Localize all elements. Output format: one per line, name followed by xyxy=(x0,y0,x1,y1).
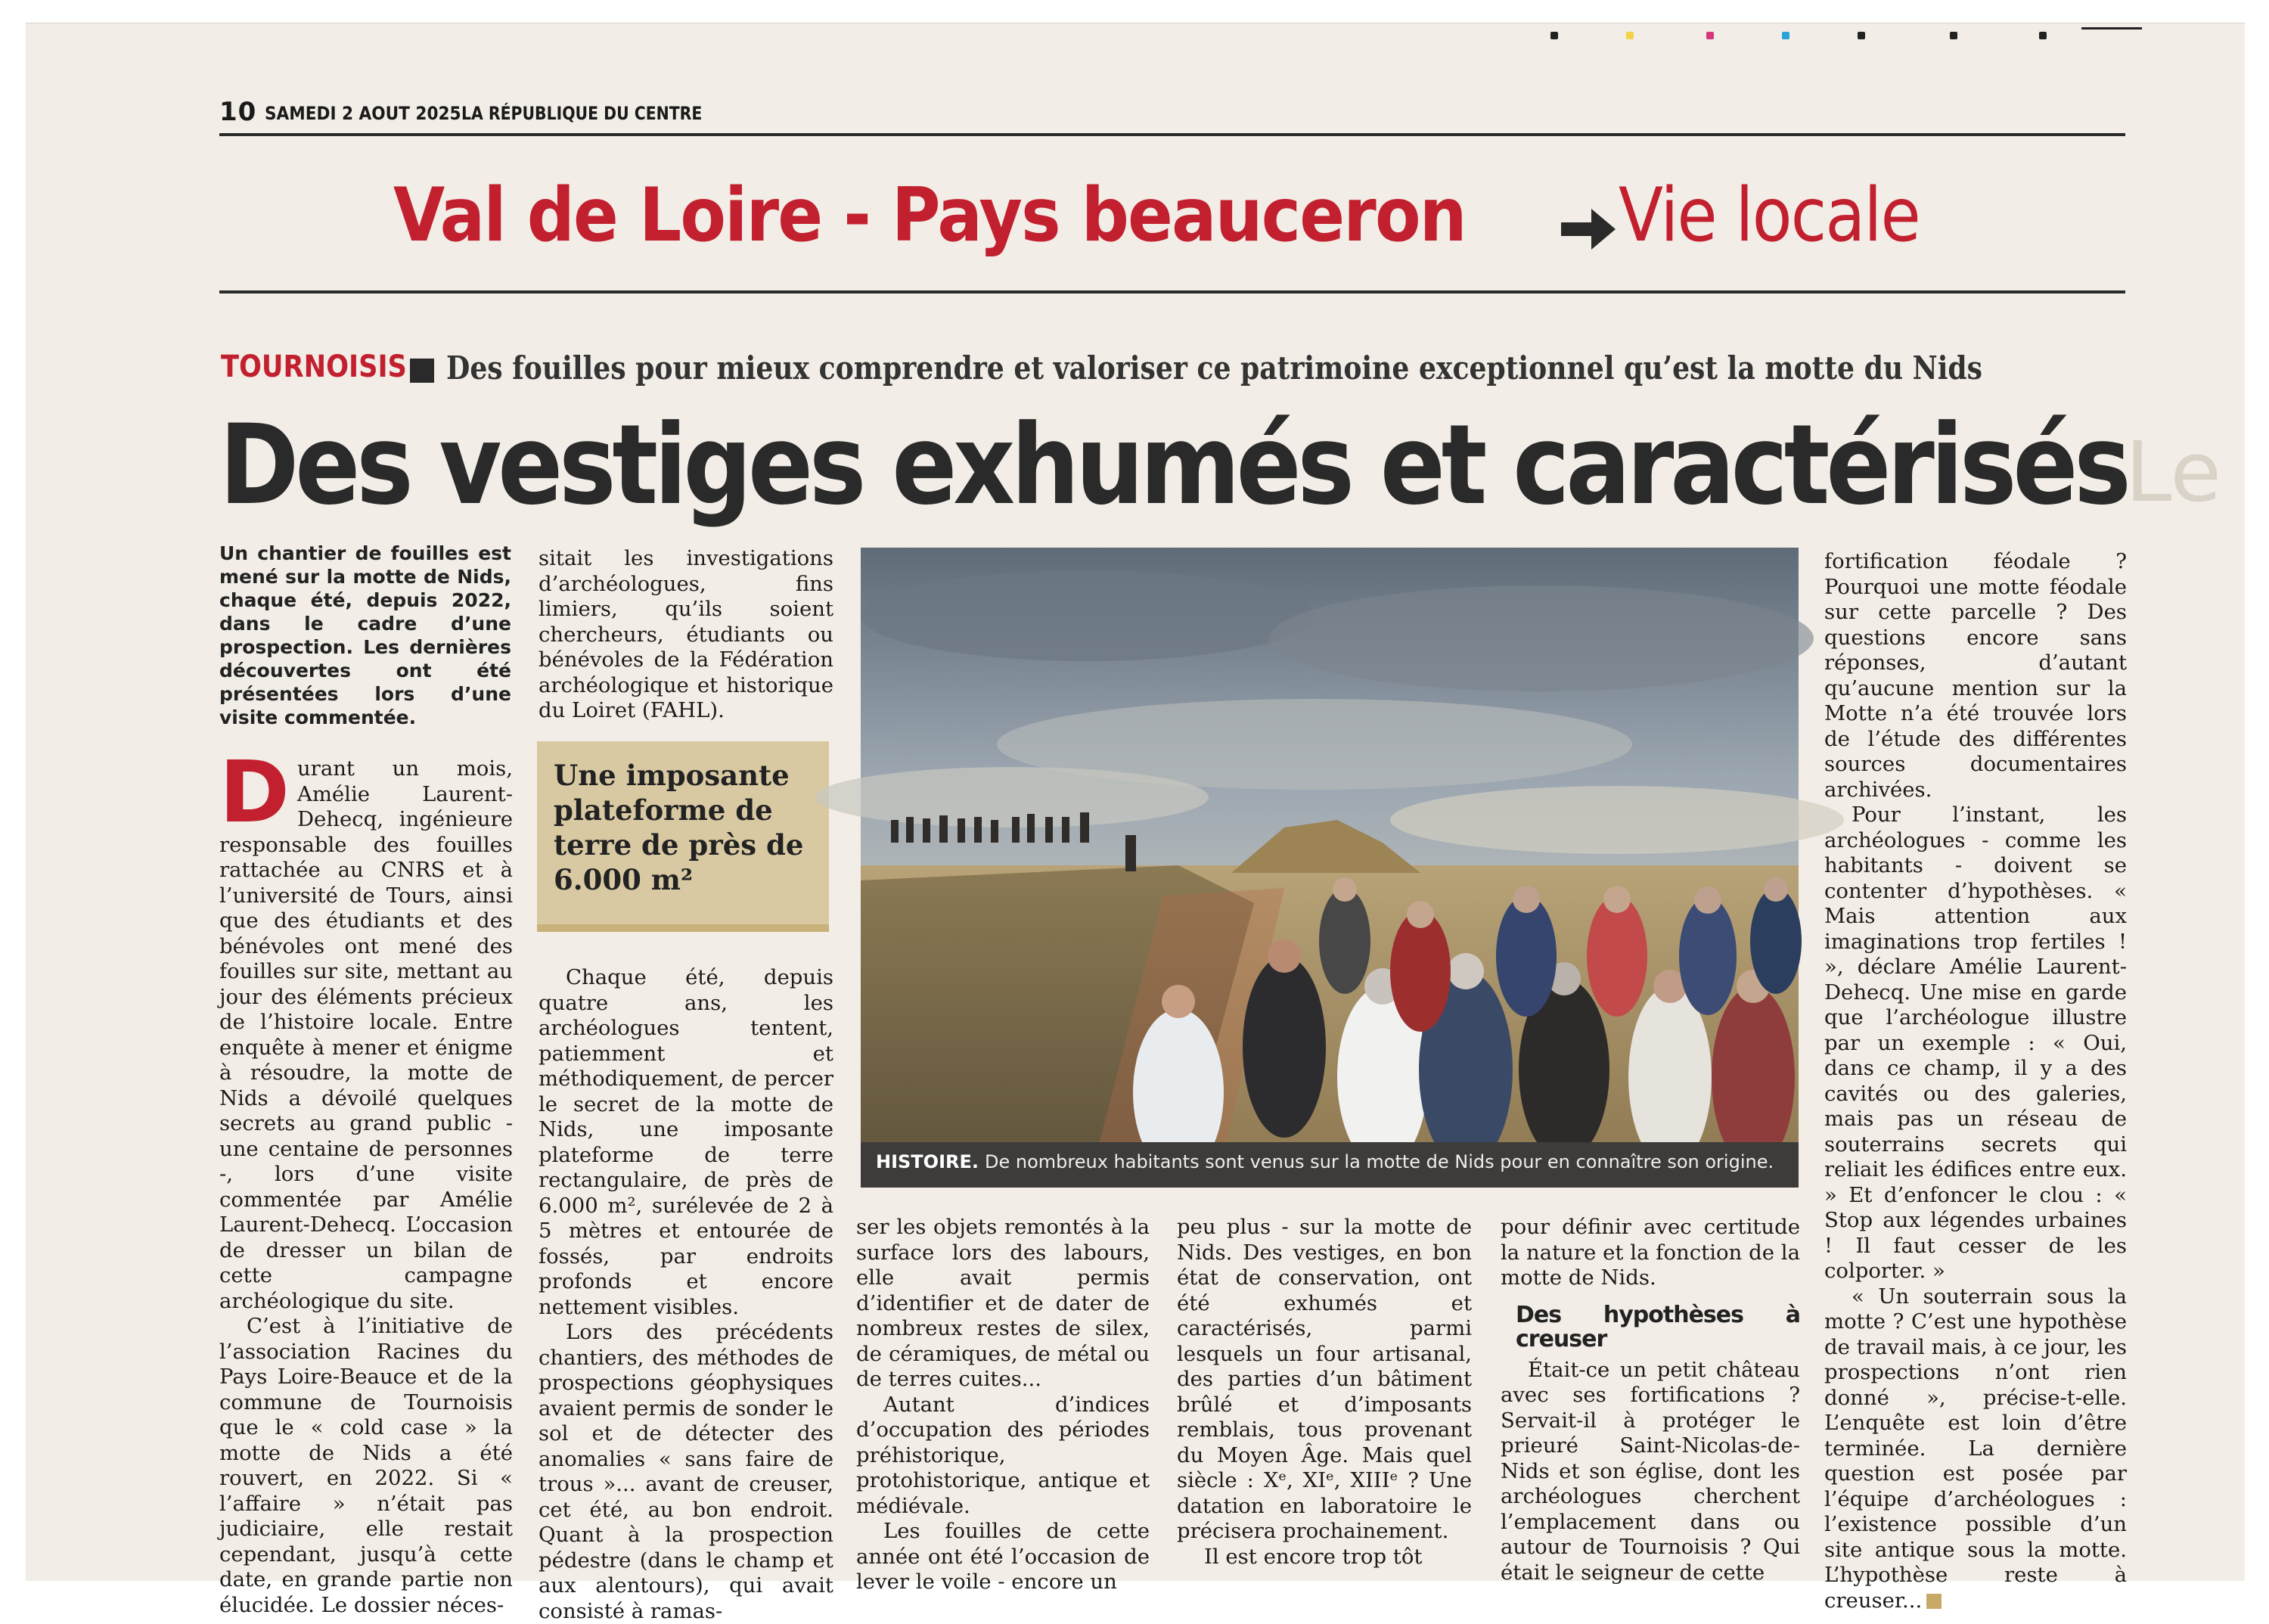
end-mark-icon xyxy=(1926,1594,1942,1609)
paragraph xyxy=(1824,1284,2127,1614)
registration-mark-black-3 xyxy=(1950,32,1957,39)
headline: Des vestiges exhumés et caractérisés xyxy=(219,401,2128,529)
registration-mark-magenta xyxy=(1706,32,1714,39)
section-rule xyxy=(219,290,2125,293)
article-lead: Un chantier de fouilles est mené sur la motte de Nids, chaque été, depuis 2022, dans le cadre d’une prospection. Les dernières découvertes ont été présentées lors d’une visite commentée. xyxy=(219,542,511,728)
paragraph: peu plus - sur la motte de Nids. Des vestiges, en bon état de conservation, ont été exhumés et caractérisés, parmi lesquels un four artisanal, des parties d’un bâtiment brûlé et d’imposants remblais, tous provenant du Moyen Âge. Mais quel siècle : Xᵉ, XIᵉ, XIIIᵉ ? Une datation en laboratoire le précisera prochainement. xyxy=(1177,1215,1472,1543)
scan-margin xyxy=(2245,23,2269,1581)
kicker-place: TOURNOISIS xyxy=(221,349,407,384)
paragraph: Chaque été, depuis quatre ans, les archéologues tentent, patiemment et méthodiquement, de percer le secret de la motte de Nids, une imposante plateforme de terre rectangulaire, de près de 6.000 m², surélevée de 2 à 5 mètres et entourée de fossés, par endroits profonds et encore nettement visibles. xyxy=(539,965,833,1319)
paragraph-text: urant un mois, Amélie Laurent-Dehecq, ingénieure responsable des fouilles rattachée au CNRS et à l’université de Tours, ainsi que des étudiants et des bénévoles ont mené des fouilles sur site, mettant au jour des éléments précieux de l’histoire locale. Entre enquête à mener et énigme à résoudre, la motte de Nids a dévoilé quelques secrets au grand public - une centaine de personnes -, lors d’une visite commentée par Amélie Laurent-Dehecq. L’occasion de dresser un bilan de cette campagne archéologique du site. xyxy=(219,756,513,1313)
caption-label: HISTOIRE. xyxy=(876,1151,979,1172)
paragraph: Les fouilles de cette année ont été l’occasion de lever le voile - encore un xyxy=(856,1519,1150,1594)
column-4 xyxy=(1177,1215,1472,1570)
kicker-square-icon xyxy=(410,359,434,383)
pull-quote-text: Une imposante plateforme de terre de près de 6.000 m² xyxy=(554,759,804,896)
paragraph: Il est encore trop tôt xyxy=(1204,1544,1423,1569)
paragraph: ser les objets remontés à la surface lors des labours, elle avait permis d’identifier et de dater de nombreux restes de silex, de céramiques, de métal ou de terres cuites... xyxy=(856,1215,1150,1391)
paragraph: pour définir avec certitude la nature et la fonction de la motte de Nids. xyxy=(1501,1215,1800,1290)
paragraph-text: « Un souterrain sous la motte ? C’est une hypothèse de travail mais, à ce jour, les prospections n’ont rien donné », précise-t-elle. L’enquête est loin d’être terminée. La dernière question est posée par l’équipe d’archéologues : l’existence possible d’un site antique sous la motte. L’hypothèse reste à creuser... xyxy=(1824,1284,2127,1613)
issue-date: SAMEDI 2 AOUT 2025 xyxy=(265,103,461,124)
kicker xyxy=(221,349,2142,395)
column-3 xyxy=(856,1215,1150,1595)
photo-crowd-on-motte xyxy=(861,548,1799,1188)
registration-mark-yellow xyxy=(1626,32,1634,39)
column-1 xyxy=(219,744,513,1618)
top-crop-rule xyxy=(2081,27,2142,29)
registration-mark-black-2 xyxy=(1858,32,1865,39)
column-6 xyxy=(1824,549,2127,1613)
folio-line xyxy=(219,97,2125,135)
paragraph: sitait les investigations d’archéologues, fins limiers, qu’ils soient chercheurs, étudiants ou bénévoles de la Fédération archéologique et historique du Loiret (FAHL). xyxy=(539,546,833,722)
paragraph: fortification féodale ? Pourquoi une motte féodale sur cette parcelle ? Des questions encore sans réponses, d’autant qu’aucune mention sur la Motte n’a été trouvée lors de l’étude des différentes sources documentaires archivées. xyxy=(1824,549,2127,802)
paragraph: Autant d’indices d’occupation des périodes préhistorique, protohistorique, antique et médiévale. xyxy=(856,1392,1150,1518)
paragraph: C’est à l’initiative de l’association Racines du Pays Loire-Beauce et de la commune de Tournoisis que le « cold case » la motte de Nids a été rouvert, en 2022. Si « l’affaire » n’était pas judiciaire, elle restait cependant, jusqu’à cette date, en grande partie non élucidée. Le dossier néces- xyxy=(219,1314,513,1617)
show-through-text: Le xyxy=(2125,424,2222,520)
paragraph: Était-ce un petit château avec ses fortifications ? Servait-il à protéger le prieuré Saint-Nicolas-de-Nids et son église, dont les archéologues cherchent l’emplacement dans ou autour de Tournoisis ? Qui était le seigneur de cette xyxy=(1501,1357,1800,1585)
registration-mark-black xyxy=(1550,32,1558,39)
photo-caption xyxy=(861,1142,1799,1188)
subheading: Des hypothèses à creuser xyxy=(1516,1301,1800,1352)
pull-quote xyxy=(537,741,829,932)
drop-cap: D xyxy=(219,744,290,842)
column-2-bottom xyxy=(539,965,833,1624)
paragraph: Lors des précédents chantiers, des méthodes de prospections géophysiques avaient permis de sonder le sol et de détecter des anomalies « sans faire de trous »... avant de creuser, cet été, au bon endroit. Quant à la prospection pédestre (dans le champ et aux alentours), qui avait consisté à ramas- xyxy=(539,1320,833,1623)
caption-text: De nombreux habitants sont venus sur la motte de Nids pour en connaître son origine. xyxy=(985,1151,1774,1172)
section-title: Val de Loire - Pays beauceron xyxy=(393,172,1466,259)
newspaper-name: LA RÉPUBLIQUE DU CENTRE xyxy=(461,103,703,124)
article-photo xyxy=(861,548,1799,1188)
kicker-text: Des fouilles pour mieux comprendre et valoriser ce patrimoine exceptionnel qu’est la motte du Nids xyxy=(446,349,1983,387)
folio-rule xyxy=(219,133,2125,136)
section-header xyxy=(393,172,1920,263)
column-2-top xyxy=(539,546,833,724)
section-subtitle: Vie locale xyxy=(1619,172,1920,259)
paragraph: Pour l’instant, les archéologues - comme les habitants - doivent se contenter d’hypothèses. « Mais attention aux imaginations trop fertiles ! », déclare Amélie Laurent-Dehecq. Une mise en garde que l’archéologue illustre par un exemple : « Oui, dans ce champ, il y a des cavités ou des galeries, mais pas un réseau de souterrains secrets qui reliait les édifices entre eux. » Et d’enfoncer le clou : « Stop aux légendes urbaines ! Il faut cesser de les colporter. » xyxy=(1824,803,2127,1283)
column-5 xyxy=(1501,1215,1800,1585)
paragraph xyxy=(219,744,513,1314)
registration-mark-cyan xyxy=(1782,32,1789,39)
page-number: 10 xyxy=(219,97,257,127)
arrow-right-icon xyxy=(1558,203,1619,256)
registration-mark-black-4 xyxy=(2039,32,2047,39)
